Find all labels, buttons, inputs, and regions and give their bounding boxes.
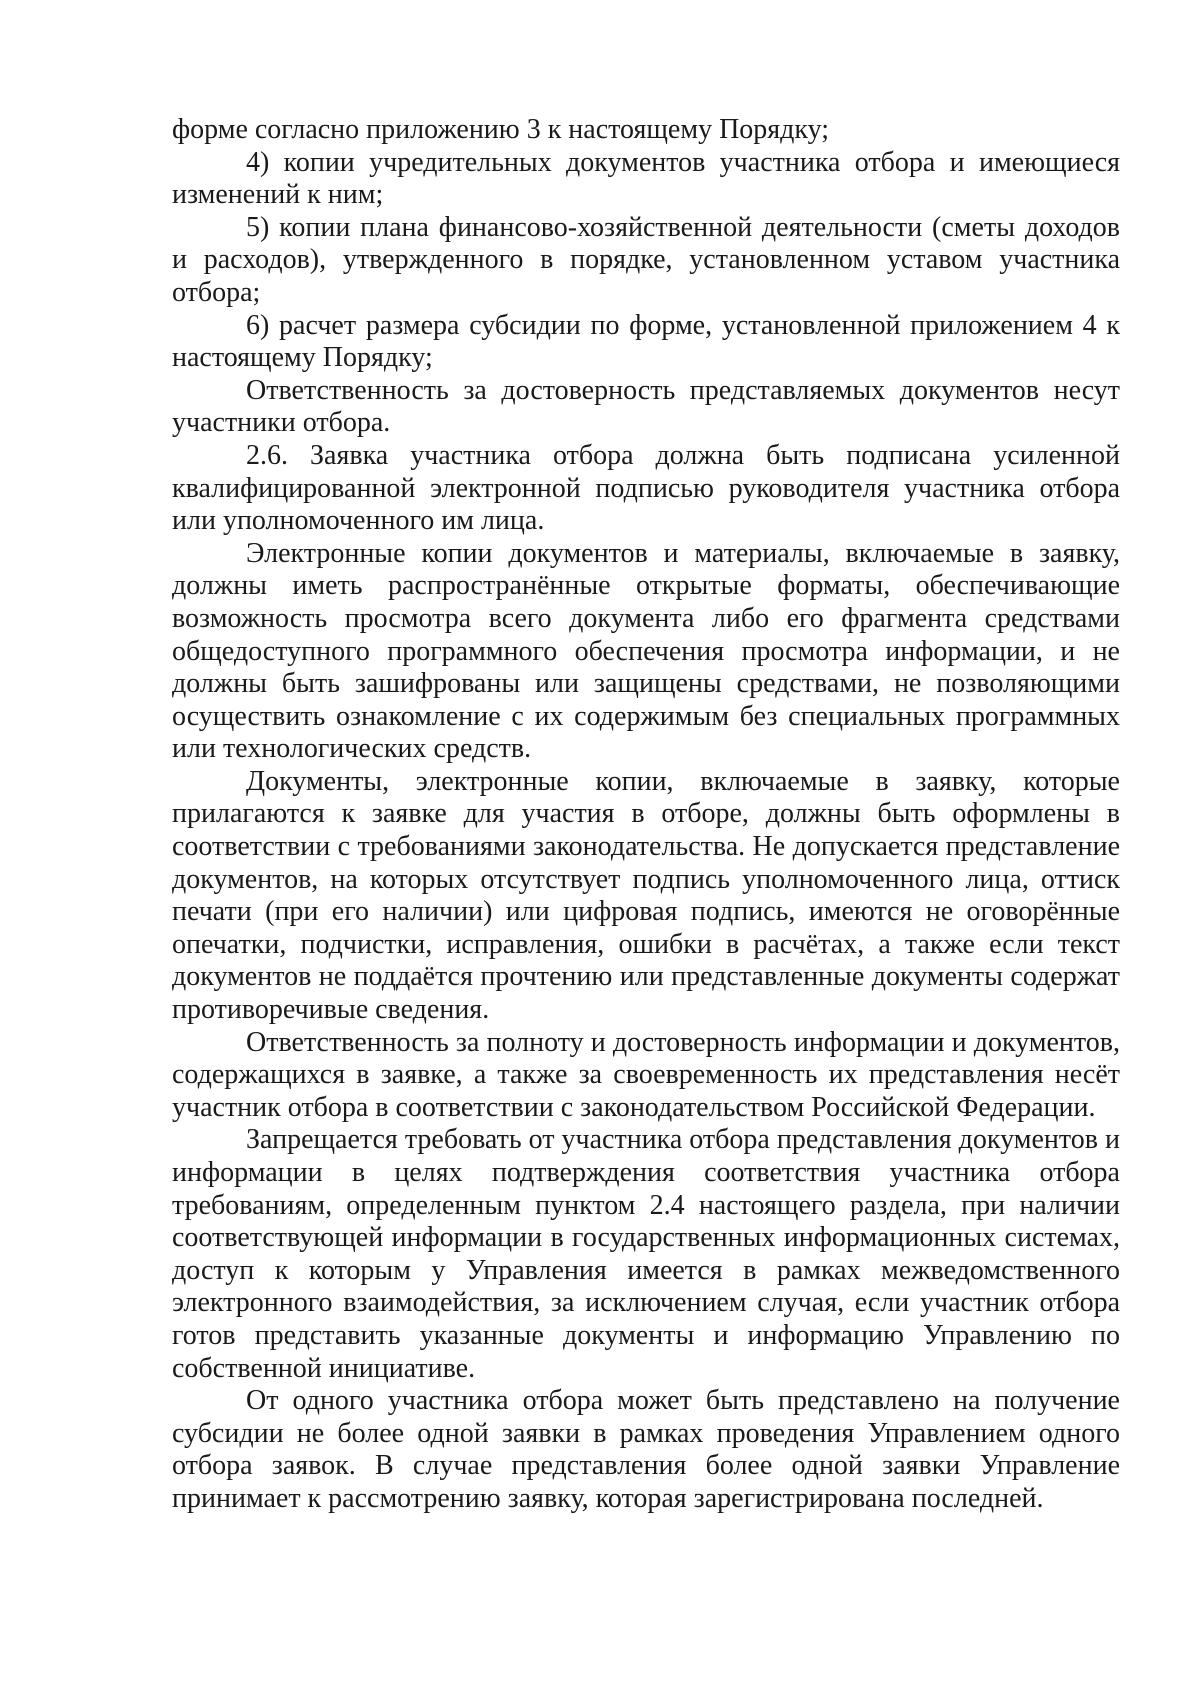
paragraph-item-6: 6) расчет размера субсидии по форме, установленной приложением 4 к настоящему Порядку; bbox=[172, 309, 1120, 374]
paragraph-continuation: форме согласно приложению 3 к настоящему Порядку; bbox=[172, 114, 830, 145]
paragraph-responsibility: Ответственность за достоверность представляемых документов несут участники отбора. bbox=[172, 374, 1120, 439]
paragraph-completeness-responsibility: Ответственность за полноту и достоверность информации и документов, содержащихся в заявке, а также за своевременность их представления несёт участник отбора в соответствии с законодательством Российской Федерации. bbox=[172, 1026, 1120, 1123]
paragraph-item-5: 5) копии плана финансово-хозяйственной деятельности (сметы доходов и расходов), утвержденного в порядке, установленном уставом участника отбора; bbox=[172, 211, 1120, 308]
paragraph-single-application: От одного участника отбора может быть представлено на получение субсидии не более одной заявки в рамках проведения Управлением одного отбора заявок. В случае представления более одной заявки Управление принимает к рассмотрению заявку, которая зарегистрирована последней. bbox=[172, 1385, 1120, 1514]
paragraph-prohibition: Запрещается требовать от участника отбора представления документов и информации в целях подтверждения соответствия участника отбора требованиям, определенным пунктом 2.4 настоящего раздела, при наличии соответствующей информации в государственных информационных системах, доступ к которым у Управления имеется в рамках межведомственного электронного взаимодействия, за исключением случая, если участник отбора готов представить указанные документы и информацию Управлению по собственной инициативе. bbox=[172, 1124, 1120, 1384]
paragraph-electronic-copies: Электронные копии документов и материалы, включаемые в заявку, должны иметь распространённые открытые форматы, обеспечивающие возможность просмотра всего документа либо его фрагмента средствами общедоступного программного обеспечения просмотра информации, и не должны быть зашифрованы или защищены средствами, не позволяющими осуществить ознакомление с их содержимым без специальных программных или технологических средств. bbox=[172, 537, 1120, 765]
paragraph-2-6: 2.6. Заявка участника отбора должна быть подписана усиленной квалифицированной электронной подписью руководителя участника отбора или уполномоченного им лица. bbox=[172, 439, 1120, 537]
document-page bbox=[172, 114, 1120, 1516]
paragraph-documents-requirements: Документы, электронные копии, включаемые в заявку, которые прилагаются к заявке для участия в отборе, должны быть оформлены в соответствии с требованиями законодательства. Не допускается представление документов, на которых отсутствует подпись уполномоченного лица, оттиск печати (при его наличии) или цифровая подпись, имеются не оговорённые опечатки, подчистки, исправления, ошибки в расчётах, а также если текст документов не поддаётся прочтению или представленные документы содержат противоречивые сведения. bbox=[172, 765, 1120, 1026]
paragraph-item-4: 4) копии учредительных документов участника отбора и имеющиеся изменений к ним; bbox=[172, 146, 1120, 211]
